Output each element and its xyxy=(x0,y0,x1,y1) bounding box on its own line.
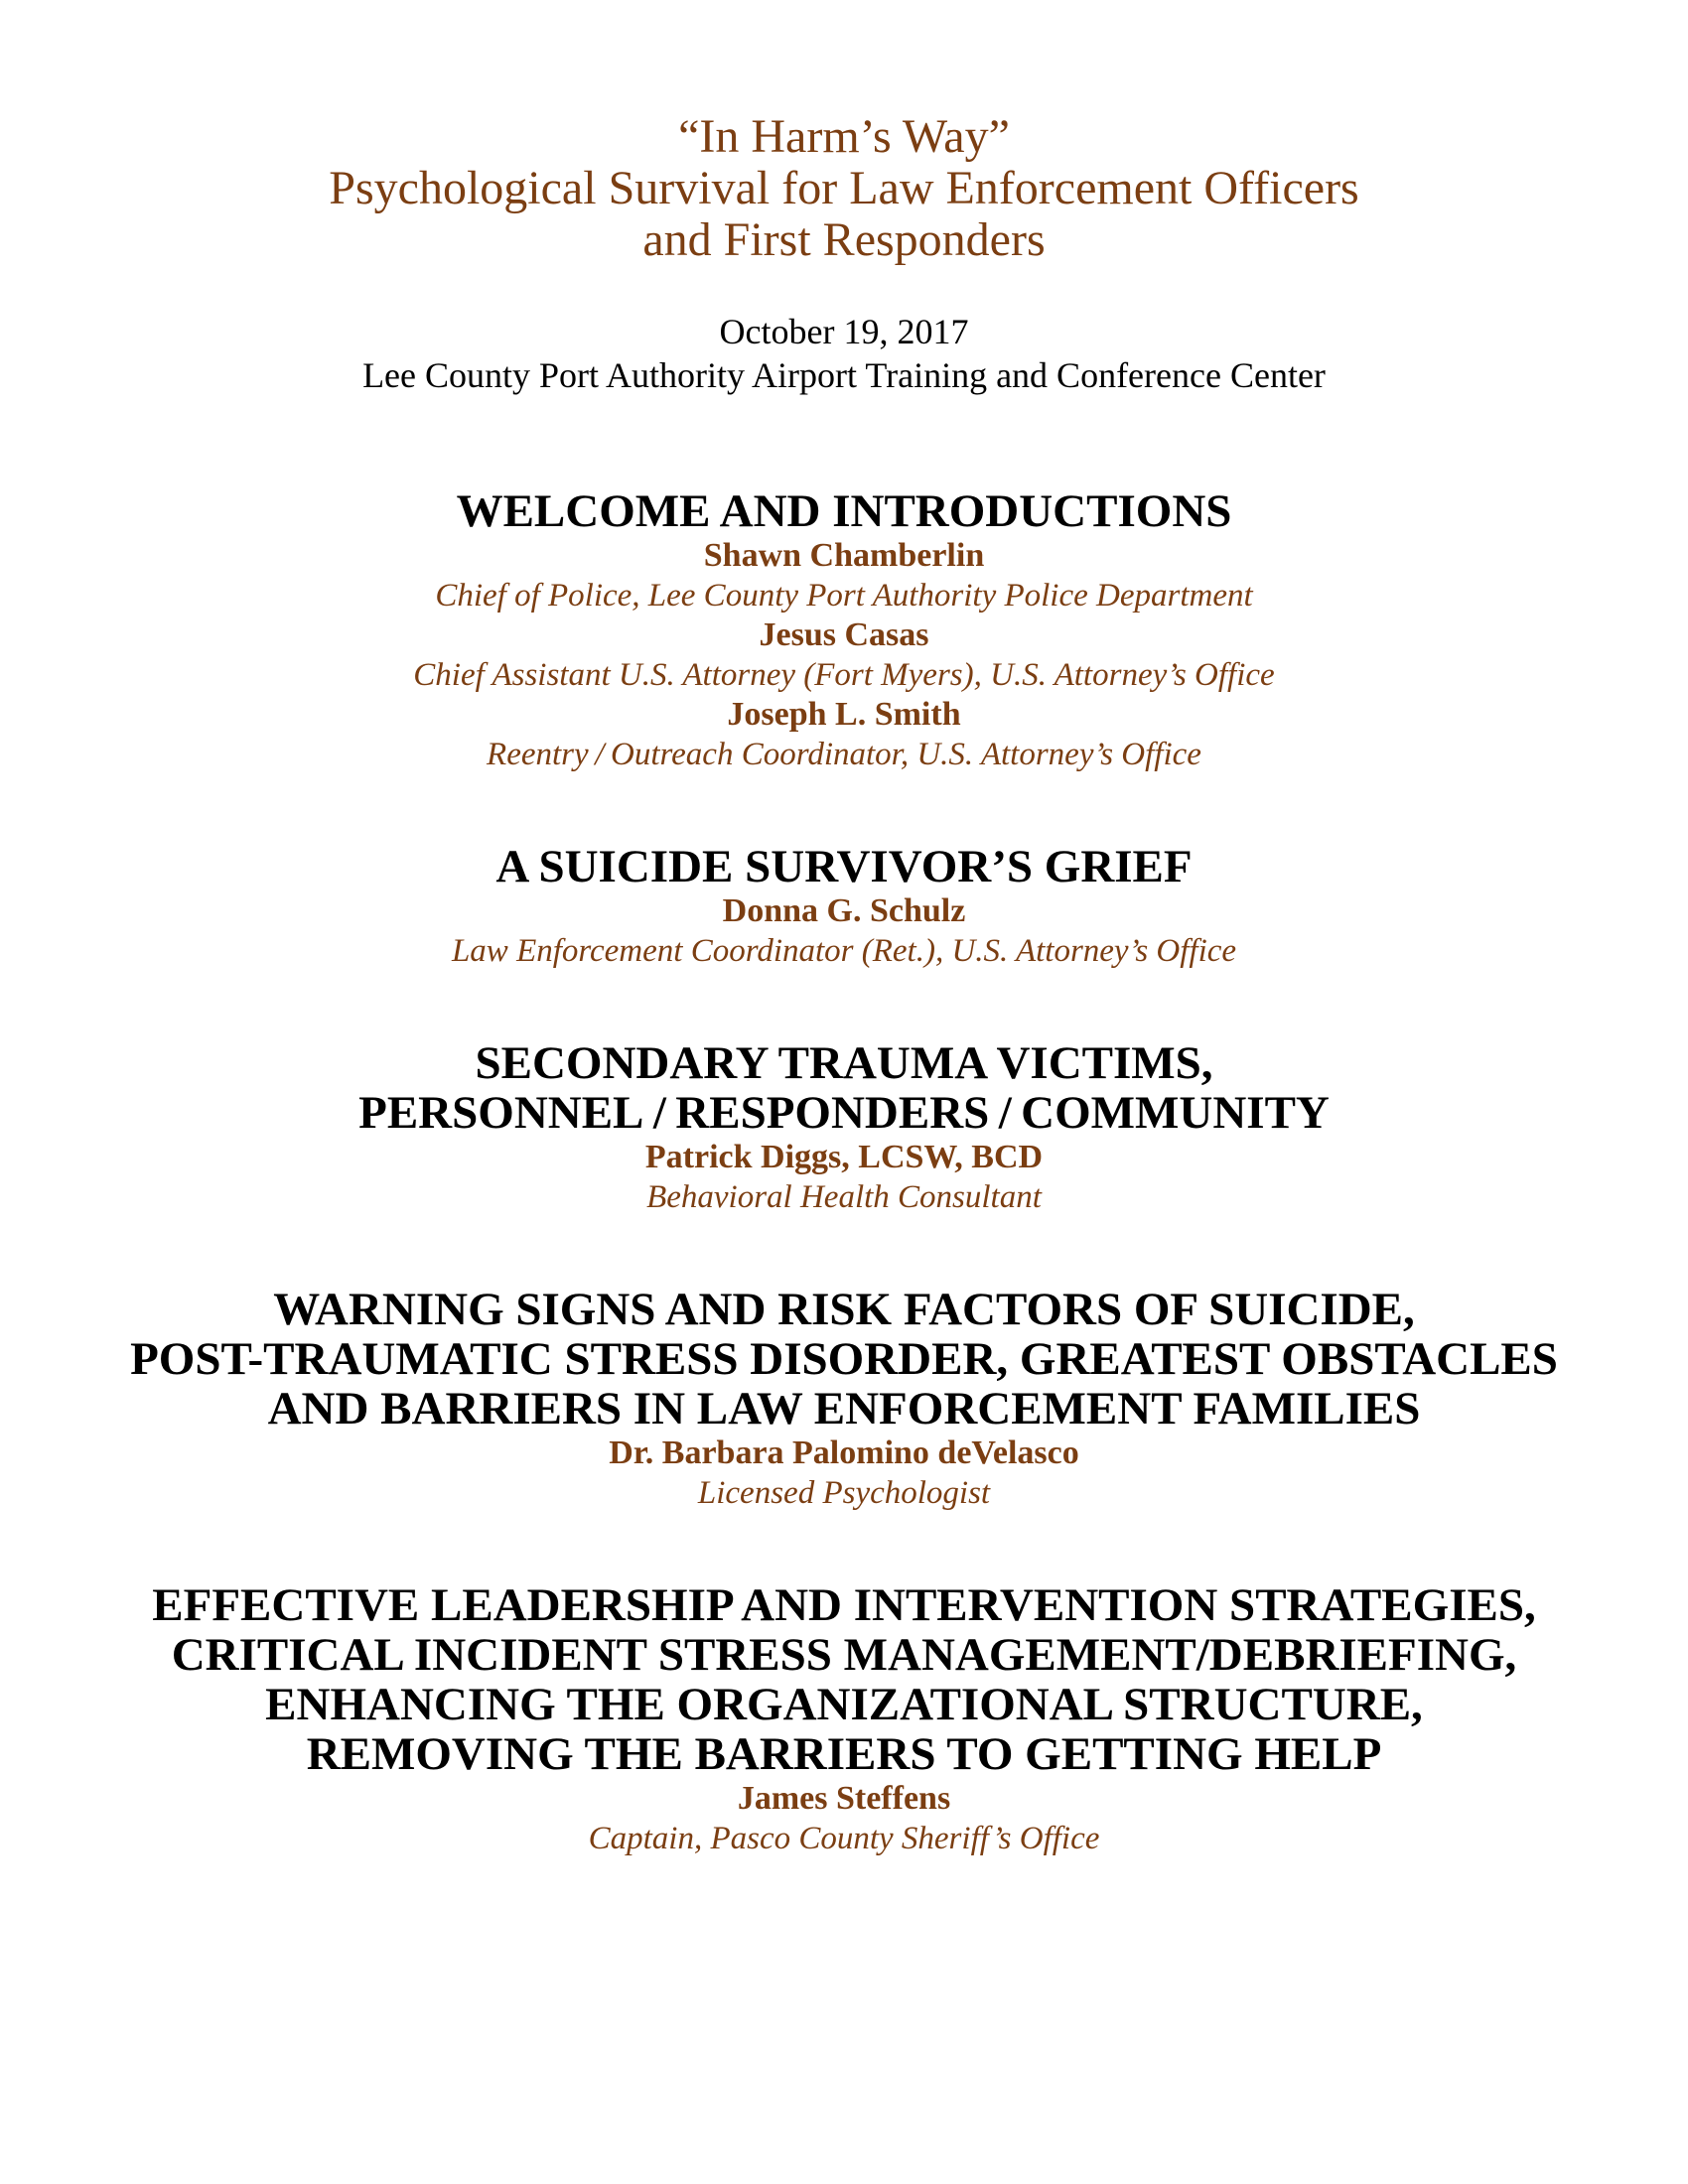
speaker-role: Reentry / Outreach Coordinator, U.S. Attorney’s Office xyxy=(487,737,1201,772)
session-heading xyxy=(0,1285,1688,1433)
session xyxy=(0,1285,1688,1513)
speaker-name: Donna G. Schulz xyxy=(722,892,966,929)
session-heading-line: REMOVING THE BARRIERS TO GETTING HELP xyxy=(306,1728,1382,1780)
speaker xyxy=(0,536,1688,615)
sessions xyxy=(0,486,1688,1858)
session-heading xyxy=(0,842,1688,891)
session-heading-line: POST-TRAUMATIC STRESS DISORDER, GREATEST OBSTACLES xyxy=(130,1333,1558,1385)
event-title-line-2: Psychological Survival for Law Enforcement Officers xyxy=(329,162,1359,214)
event-title-line-1: “In Harm’s Way” xyxy=(678,110,1010,163)
speaker-name: Jesus Casas xyxy=(759,616,929,653)
speaker xyxy=(0,1138,1688,1217)
session-heading-line: ENHANCING THE ORGANIZATIONAL STRUCTURE, xyxy=(265,1679,1423,1730)
speaker-role: Captain, Pasco County Sheriff’s Office xyxy=(588,1821,1100,1856)
speaker-name: Patrick Diggs, LCSW, BCD xyxy=(644,1139,1044,1175)
speaker-role: Chief Assistant U.S. Attorney (Fort Myers), U.S. Attorney’s Office xyxy=(413,657,1275,693)
document-header xyxy=(0,111,1688,397)
session-speakers xyxy=(0,1779,1688,1858)
session-heading xyxy=(0,1038,1688,1138)
session-speakers xyxy=(0,891,1688,971)
event-venue: Lee County Port Authority Airport Training and Conference Center xyxy=(362,355,1326,395)
speaker xyxy=(0,695,1688,774)
session-heading-line: EFFECTIVE LEADERSHIP AND INTERVENTION STRATEGIES, xyxy=(152,1579,1536,1631)
date-venue-block xyxy=(0,310,1688,397)
speaker xyxy=(0,615,1688,695)
session-speakers xyxy=(0,1138,1688,1217)
speaker-name: James Steffens xyxy=(737,1780,951,1817)
session xyxy=(0,1038,1688,1217)
session-heading-line: PERSONNEL / RESPONDERS / COMMUNITY xyxy=(358,1087,1330,1139)
event-title-line-3: and First Responders xyxy=(642,213,1046,266)
speaker-name: Dr. Barbara Palomino deVelasco xyxy=(609,1434,1079,1471)
session-heading-line: A SUICIDE SURVIVOR’S GRIEF xyxy=(495,841,1193,892)
speaker-role: Chief of Police, Lee County Port Authority Police Department xyxy=(435,578,1253,614)
speaker-role: Law Enforcement Coordinator (Ret.), U.S. Attorney’s Office xyxy=(451,933,1237,969)
session-heading xyxy=(0,1580,1688,1779)
speaker xyxy=(0,1779,1688,1858)
session-heading xyxy=(0,486,1688,536)
session-heading-line: WELCOME AND INTRODUCTIONS xyxy=(456,485,1232,537)
session-speakers xyxy=(0,1433,1688,1513)
session xyxy=(0,486,1688,774)
speaker-role: Behavioral Health Consultant xyxy=(646,1179,1042,1215)
session-heading-line: CRITICAL INCIDENT STRESS MANAGEMENT/DEBRIEFING, xyxy=(171,1629,1517,1681)
event-date: October 19, 2017 xyxy=(719,312,969,351)
session-heading-line: WARNING SIGNS AND RISK FACTORS OF SUICIDE, xyxy=(273,1284,1415,1335)
speaker-name: Shawn Chamberlin xyxy=(703,537,985,574)
speaker xyxy=(0,1433,1688,1513)
session xyxy=(0,1580,1688,1858)
session-heading-line: AND BARRIERS IN LAW ENFORCEMENT FAMILIES xyxy=(267,1383,1421,1434)
speaker-name: Joseph L. Smith xyxy=(727,696,961,733)
session-speakers xyxy=(0,536,1688,774)
speaker xyxy=(0,891,1688,971)
speaker-role: Licensed Psychologist xyxy=(697,1475,991,1511)
session-heading-line: SECONDARY TRAUMA VICTIMS, xyxy=(475,1037,1213,1089)
session xyxy=(0,842,1688,971)
